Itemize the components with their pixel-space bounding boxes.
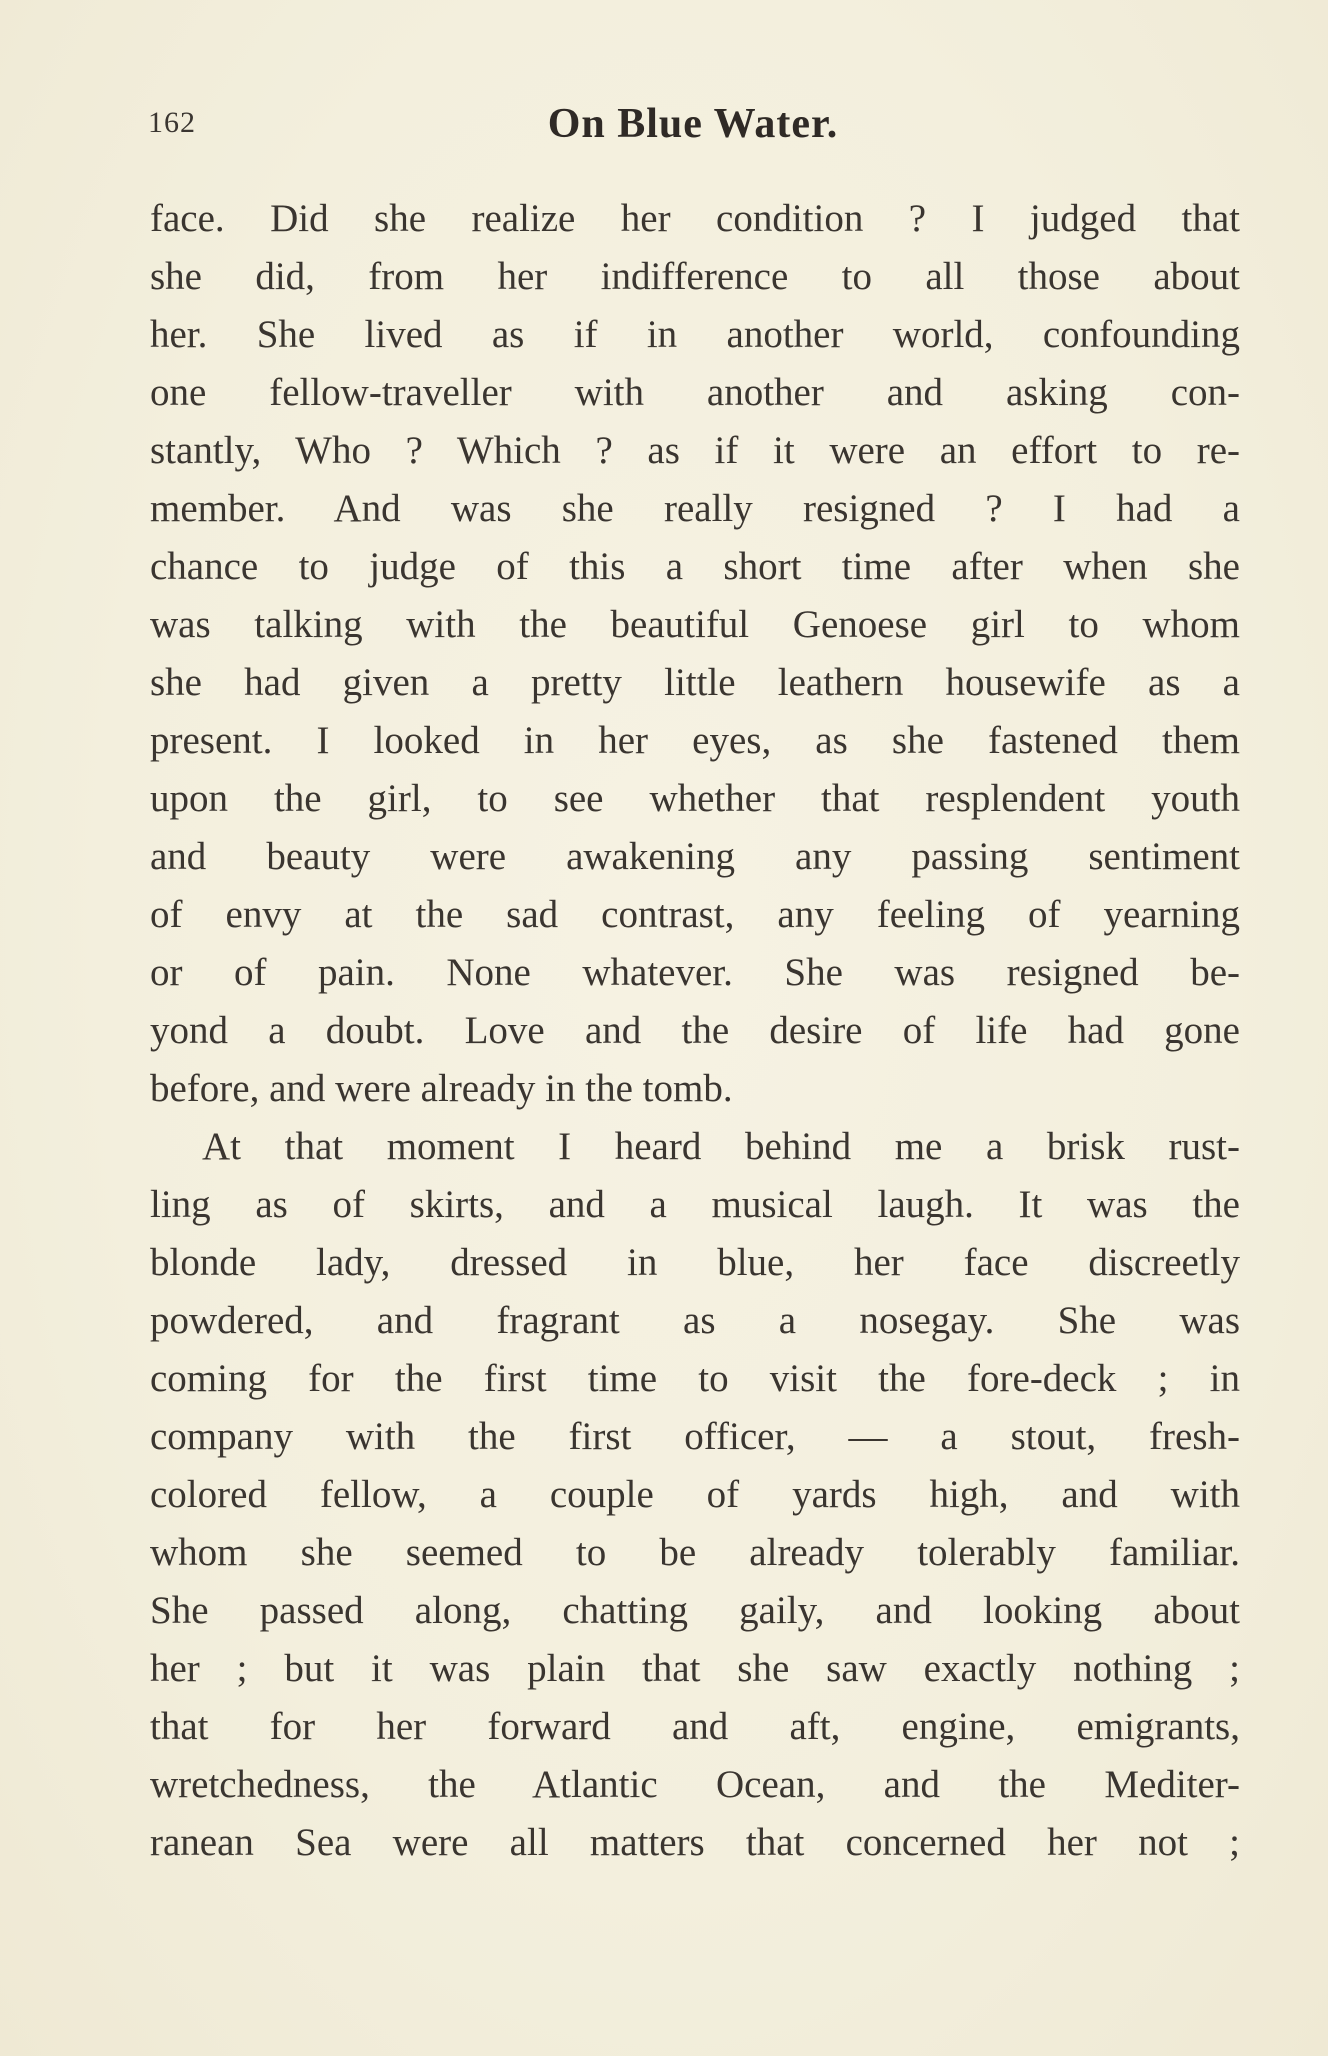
text-line: blonde lady, dressed in blue, her face discreetly [150,1241,1240,1284]
text-line: before, and were already in the tomb. [150,1067,733,1110]
paragraph-1 [150,190,1240,1118]
text-line: colored fellow, a couple of yards high, and with [150,1473,1240,1516]
text-line: she did, from her indifference to all those about [150,255,1240,298]
text-line: that for her forward and aft, engine, emigrants, [150,1705,1240,1748]
page-number: 162 [148,106,196,139]
text-line: company with the first officer, — a stout, fresh- [150,1415,1240,1458]
body-text [150,190,1240,1872]
text-line: yond a doubt. Love and the desire of life had gone [150,1009,1240,1052]
text-line: her. She lived as if in another world, confounding [150,313,1240,356]
page-header [148,100,1238,160]
text-line: her ; but it was plain that she saw exactly nothing ; [150,1647,1240,1690]
text-line: stantly, Who ? Which ? as if it were an effort to re- [150,429,1240,472]
text-line: ranean Sea were all matters that concerned her not ; [150,1821,1240,1864]
text-line: ling as of skirts, and a musical laugh. It was the [150,1183,1240,1226]
text-line: face. Did she realize her condition ? I judged that [150,197,1240,240]
text-line: she had given a pretty little leathern housewife as a [150,661,1240,704]
text-line: one fellow-traveller with another and asking con- [150,371,1240,414]
text-line: member. And was she really resigned ? I had a [150,487,1240,530]
text-line: present. I looked in her eyes, as she fastened them [150,719,1240,762]
text-line: She passed along, chatting gaily, and looking about [150,1589,1240,1632]
running-title: On Blue Water. [547,101,839,147]
text-line: At that moment I heard behind me a brisk rust- [202,1125,1240,1168]
text-line: whom she seemed to be already tolerably familiar. [150,1531,1240,1574]
text-line: upon the girl, to see whether that resplendent youth [150,777,1240,820]
text-line: wretchedness, the Atlantic Ocean, and the Mediter- [150,1763,1240,1806]
text-line: was talking with the beautiful Genoese girl to whom [150,603,1240,646]
paragraph-2 [150,1118,1240,1872]
text-line: chance to judge of this a short time after when she [150,545,1240,588]
text-line: and beauty were awakening any passing sentiment [150,835,1240,878]
text-line: or of pain. None whatever. She was resigned be- [150,951,1240,994]
text-line: of envy at the sad contrast, any feeling of yearning [150,893,1240,936]
text-line: powdered, and fragrant as a nosegay. She was [150,1299,1240,1342]
text-line: coming for the first time to visit the fore-deck ; in [150,1357,1240,1400]
